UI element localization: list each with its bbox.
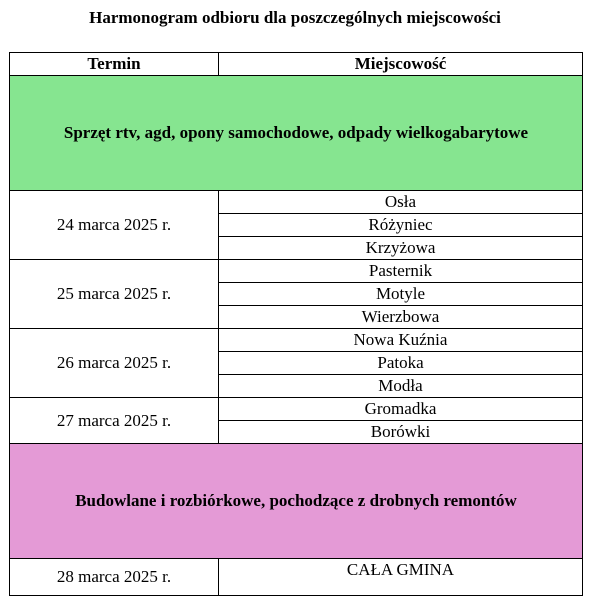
- place-cell: Wierzbowa: [219, 306, 583, 329]
- place-cell: Modła: [219, 375, 583, 398]
- date-cell: 24 marca 2025 r.: [10, 191, 219, 260]
- place-cell: Borówki: [219, 421, 583, 444]
- header-date: Termin: [10, 53, 219, 76]
- table-row: [10, 329, 583, 352]
- table-row: [10, 398, 583, 421]
- table-row: [10, 260, 583, 283]
- place-cell: Gromadka: [219, 398, 583, 421]
- table-row: [10, 559, 583, 596]
- schedule-table: [9, 52, 583, 596]
- category-label: Budowlane i rozbiórkowe, pochodzące z drobnych remontów: [10, 444, 583, 559]
- date-cell: 26 marca 2025 r.: [10, 329, 219, 398]
- page-title: Harmonogram odbioru dla poszczególnych miejscowości: [89, 8, 501, 27]
- category-row: [10, 76, 583, 191]
- place-cell: Różyniec: [219, 214, 583, 237]
- date-cell: 25 marca 2025 r.: [10, 260, 219, 329]
- place-cell: CAŁA GMINA: [219, 559, 583, 596]
- place-cell: Nowa Kuźnia: [219, 329, 583, 352]
- place-cell: Krzyżowa: [219, 237, 583, 260]
- place-cell: Patoka: [219, 352, 583, 375]
- date-cell: 27 marca 2025 r.: [10, 398, 219, 444]
- category-label: Sprzęt rtv, agd, opony samochodowe, odpady wielkogabarytowe: [10, 76, 583, 191]
- place-cell: Pasternik: [219, 260, 583, 283]
- place-cell: Motyle: [219, 283, 583, 306]
- header-place: Miejscowość: [219, 53, 583, 76]
- date-cell: 28 marca 2025 r.: [10, 559, 219, 596]
- header-row: [10, 53, 583, 76]
- place-cell: Osła: [219, 191, 583, 214]
- table-row: [10, 191, 583, 214]
- category-row: [10, 444, 583, 559]
